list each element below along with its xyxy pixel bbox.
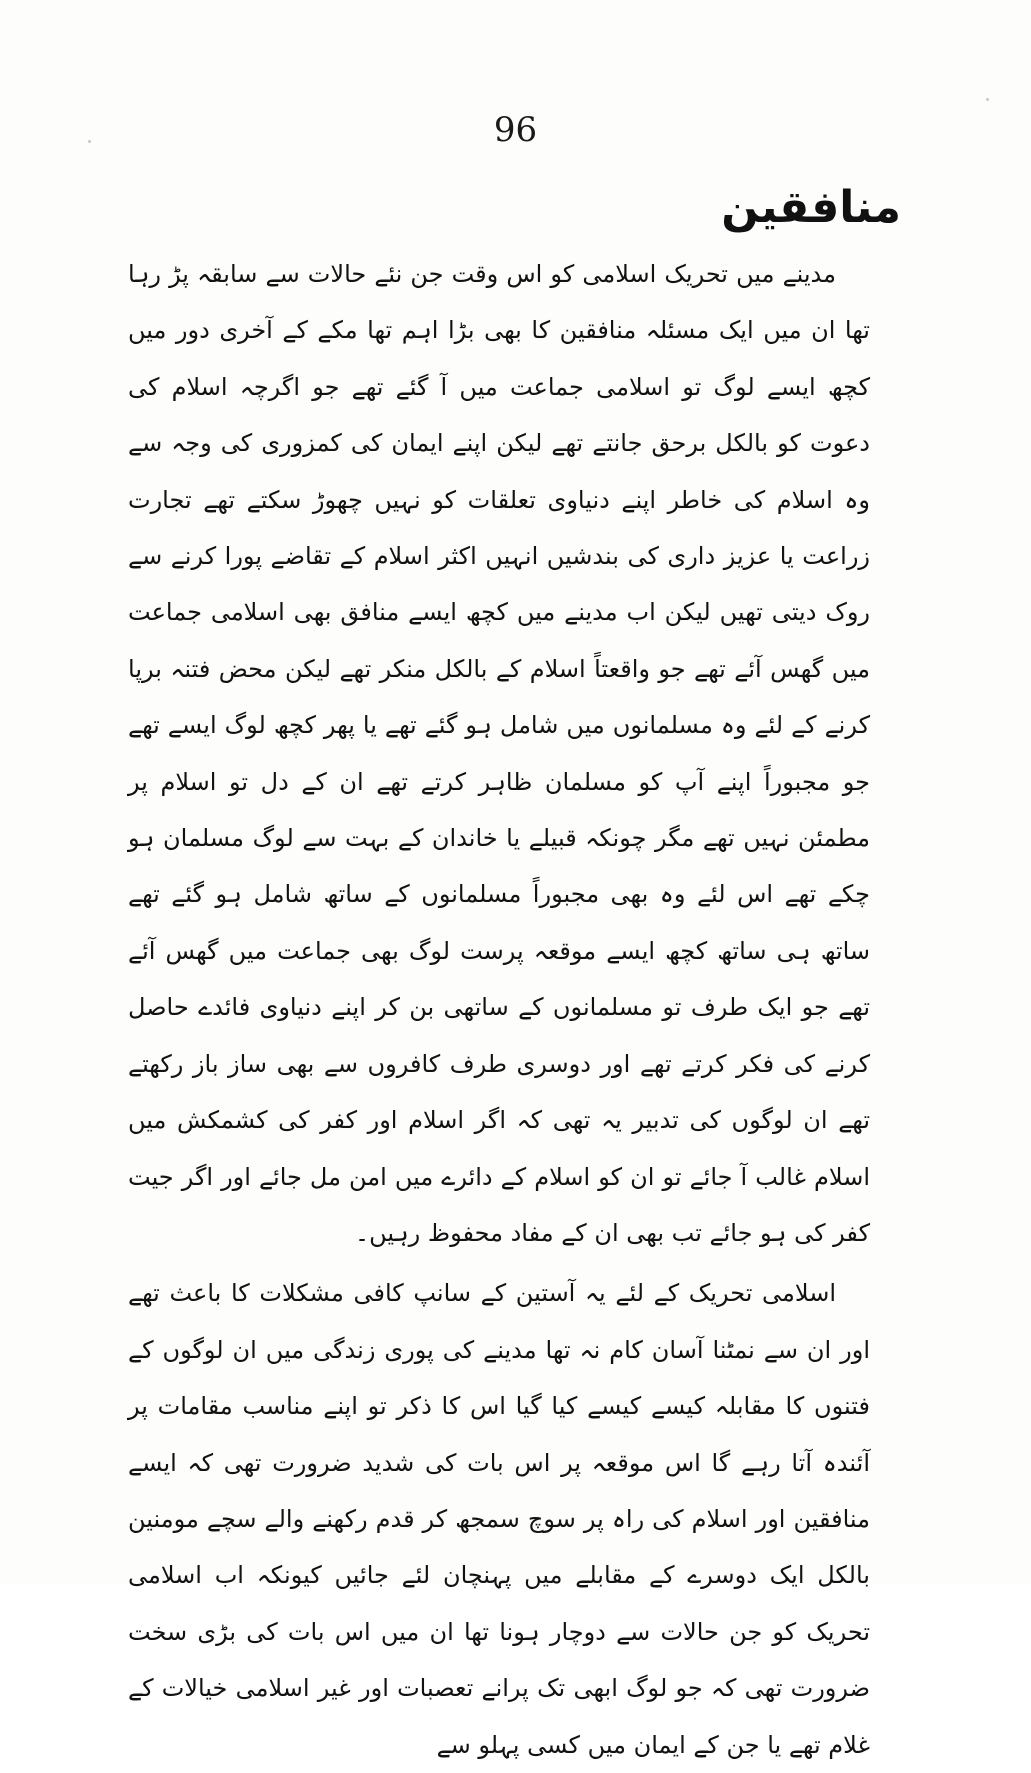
chapter-title: منافقین — [721, 182, 901, 233]
paragraph: مدینے میں تحریک اسلامی کو اس وقت جن نئے حالات سے سابقہ پڑ رہا تھا ان میں ایک مسئلہ منافقین کا بھی بڑا اہم تھا مکے کے آخری دور میں کچھ ایسے لوگ تو اسلامی جماعت میں آ گئے تھے جو اگرچہ اسلام کی دعوت کو بالکل برحق جانتے تھے لیکن اپنے ایمان کی کمزوری کی وجہ سے وہ اسلام کی خاطر اپنے دنیاوی تعلقات کو نہیں چھوڑ سکتے تھے تجارت زراعت یا عزیز داری کی بندشیں انہیں اکثر اسلام کے تقاضے پورا کرنے سے روک دیتی تھیں لیکن اب مدینے میں کچھ ایسے منافق بھی اسلامی جماعت میں گھس آئے تھے جو واقعتاً اسلام کے بالکل منکر تھے لیکن محض فتنہ برپا کرنے کے لئے وہ مسلمانوں میں شامل ہو گئے تھے یا پھر کچھ لوگ ایسے تھے جو مجبوراً اپنے آپ کو مسلمان ظاہر کرتے تھے ان کے دل تو اسلام پر مطمئن نہیں تھے مگر چونکہ قبیلے یا خاندان کے بہت سے لوگ مسلمان ہو چکے تھے اس لئے وہ بھی مجبوراً مسلمانوں کے ساتھ شامل ہو گئے تھے ساتھ ہی ساتھ کچھ ایسے موقعہ پرست لوگ بھی جماعت میں گھس آئے تھے جو ایک طرف تو مسلمانوں کے ساتھی بن کر اپنے دنیاوی فائدے حاصل کرنے کی فکر کرتے تھے اور دوسری طرف کافروں سے بھی ساز باز رکھتے تھے ان لوگوں کی تدبیر یہ تھی کہ اگر اسلام اور کفر کی کشمکش میں اسلام غالب آ جائے تو ان کو اسلام کے دائرے میں امن مل جائے اور اگر جیت کفر کی ہو جائے تب بھی ان کے مفاد محفوظ رہیں۔ — [128, 260, 870, 1247]
page-number: 96 — [493, 110, 538, 150]
body-text — [128, 246, 870, 1773]
scan-speck — [986, 98, 989, 101]
paragraph: اسلامی تحریک کے لئے یہ آستین کے سانپ کافی مشکلات کا باعث تھے اور ان سے نمٹنا آسان کام نہ تھا مدینے کی پوری زندگی میں ان لوگوں کے فتنوں کا مقابلہ کیسے کیسے کیا گیا اس کا ذکر تو اپنے مناسب مقامات پر آئندہ آتا رہے گا اس موقعہ پر اس بات کی شدید ضرورت تھی کہ ایسے منافقین اور اسلام کی راہ پر سوچ سمجھ کر قدم رکھنے والے سچے مومنین بالکل ایک دوسرے کے مقابلے میں پہنچان لئے جائیں کیونکہ اب اسلامی تحریک کو جن حالات سے دوچار ہونا تھا ان میں اس بات کی بڑی سخت ضرورت تھی کہ جو لوگ ابھی تک پرانے تعصبات اور غیر اسلامی خیالات کے غلام تھے یا جن کے ایمان میں کسی پہلو سے — [128, 1279, 870, 1759]
